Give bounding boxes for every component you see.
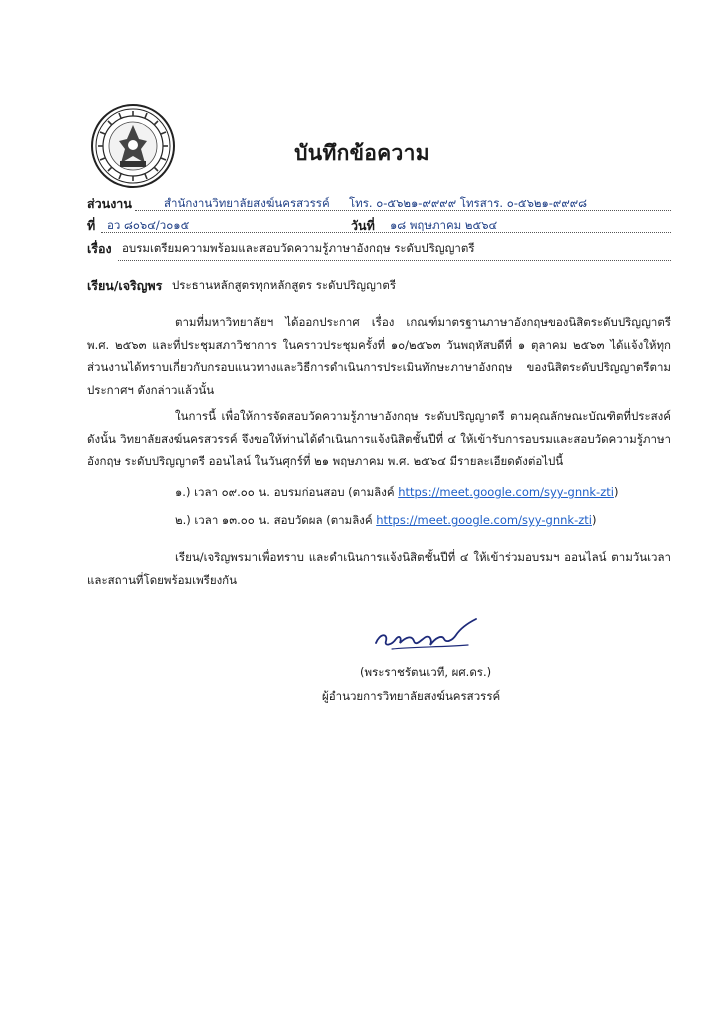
phone-value: โทร. ๐-๕๖๒๑-๙๙๙๙ โทรสาร. ๐-๕๖๒๑-๙๙๙๘ bbox=[349, 196, 588, 210]
subject-value: อบรมเตรียมความพร้อมและสอบวัดความรู้ภาษาอังกฤษ ระดับปริญญาตรี bbox=[122, 241, 475, 255]
signer-position: ผู้อำนวยการวิทยาลัยสงฆ์นครสวรรค์ bbox=[322, 689, 501, 703]
signature-icon bbox=[372, 617, 482, 653]
subject-dotted-line bbox=[118, 260, 671, 261]
ref-label: ที่ bbox=[87, 218, 96, 233]
ref-dotted-line bbox=[101, 232, 671, 233]
meeting-link-1[interactable]: https://meet.google.com/syy-gnnk-zti bbox=[398, 485, 614, 499]
subject-label: เรื่อง bbox=[87, 241, 112, 256]
signer-name: (พระราชรัตนเวที, ผศ.ดร.) bbox=[360, 665, 492, 679]
body-paragraph-3: เรียน/เจริญพรมาเพื่อทราบ และดำเนินการแจ้งนิสิตชั้นปีที่ ๔ ให้เข้าร่วมอบรมฯ ออนไลน์ ตามวันเวลา และสถานที่โดยพร้อมเพรียงกัน bbox=[87, 550, 671, 587]
body-paragraph-1: ตามที่มหาวิทยาลัยฯ ได้ออกประกาศ เรื่อง เกณฑ์มาตรฐานภาษาอังกฤษของนิสิตระดับปริญญาตรี พ.ศ. ๒๕๖๓ และที่ประชุมสภาวิชาการ ในคราวประชุมครั้งที่ ๑๐/๒๕๖๓ วันพฤหัสบดีที่ ๑ ตุลาคม ๒๕๖๓ ได้แจ้งให้ทุกส่วนงานได้ทราบเกี่ยวกับกรอบแนวทางและวิธีการดำเนินการประเมินทักษะภาษาอังกฤษ ของนิสิตระดับปริญญาตรีตามประกาศฯ ดังกล่าวแล้วนั้น bbox=[87, 315, 671, 397]
date-label: วันที่ bbox=[351, 218, 375, 233]
body-paragraph-2: ในการนี้ เพื่อให้การจัดสอบวัดความรู้ภาษาอังกฤษ ระดับปริญญาตรี ตามคุณลักษณะบัณฑิตที่ประสงค์ ดังนั้น วิทยาลัยสงฆ์นครสวรรค์ จึงขอให้ท่านได้ดำเนินการแจ้งนิสิตชั้นปีที่ ๔ ให้เข้ารับการอบรมและสอบวัดความรู้ภาษาอังกฤษ ระดับปริญญาตรี ออนไลน์ ในวันศุกร์ที่ ๒๑ พฤษภาคม พ.ศ. ๒๕๖๔ มีรายละเอียดดังต่อไปนี้ bbox=[87, 409, 671, 468]
schedule-item-1 bbox=[175, 484, 618, 502]
date-value: ๑๘ พฤษภาคม ๒๕๖๔ bbox=[390, 218, 498, 232]
salutation-value: ประธานหลักสูตรทุกหลักสูตร ระดับปริญญาตรี bbox=[172, 278, 396, 292]
office-label: ส่วนงาน bbox=[87, 196, 132, 211]
office-value: สำนักงานวิทยาลัยสงฆ์นครสวรรค์ bbox=[164, 196, 330, 210]
schedule-item-1-close: ) bbox=[613, 485, 619, 499]
schedule-item-2-text: ๒.) เวลา ๑๓.๐๐ น. สอบวัดผล (ตามลิงค์ bbox=[175, 513, 377, 527]
meeting-link-2[interactable]: https://meet.google.com/syy-gnnk-zti bbox=[376, 513, 592, 527]
schedule-item-1-text: ๑.) เวลา ๐๙.๐๐ น. อบรมก่อนสอบ (ตามลิงค์ bbox=[175, 485, 399, 499]
schedule-item-2 bbox=[175, 512, 596, 530]
schedule-item-2-close: ) bbox=[591, 513, 597, 527]
salutation-label: เรียน/เจริญพร bbox=[87, 278, 163, 293]
ref-value: อว ๘๐๖๔/ว๐๑๕ bbox=[107, 218, 190, 232]
document-title: บันทึกข้อความ bbox=[294, 141, 430, 165]
office-dotted-line bbox=[135, 210, 671, 211]
